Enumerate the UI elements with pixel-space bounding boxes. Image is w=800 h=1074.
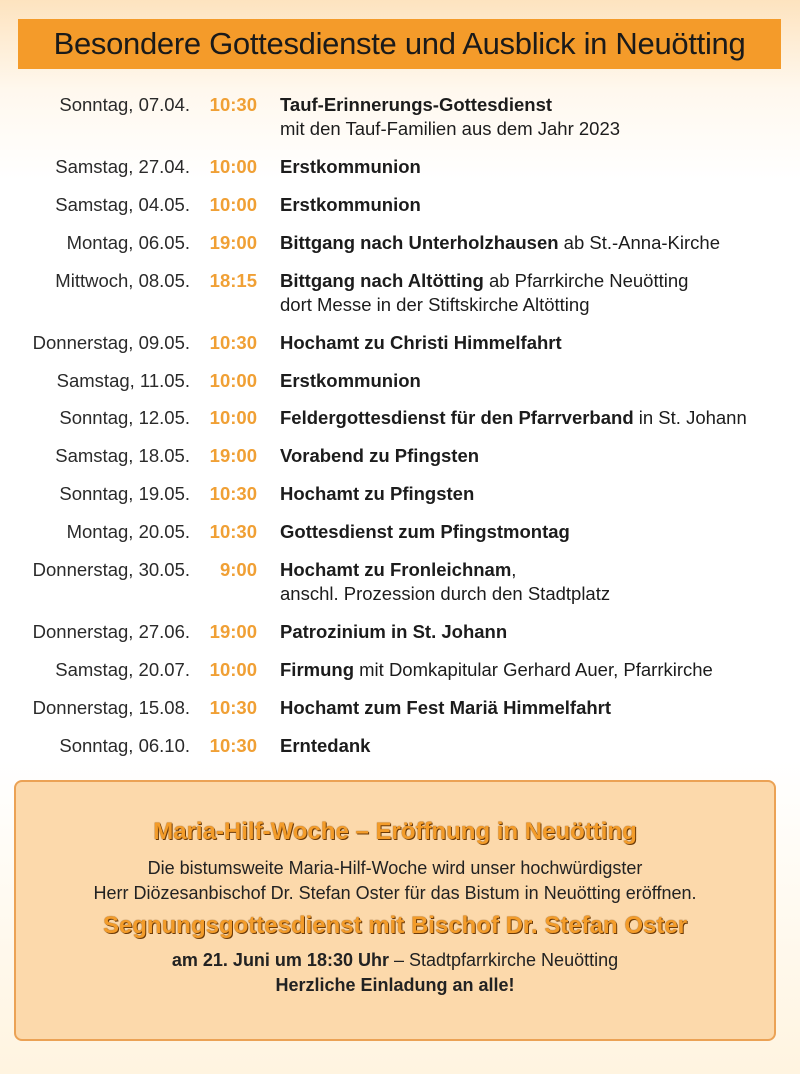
event-time: 19:00 — [209, 232, 257, 253]
event-time: 10:30 — [209, 332, 257, 353]
event-date: Sonntag, 07.04. — [59, 94, 190, 115]
event-time: 10:00 — [209, 407, 257, 428]
event-title: Erstkommunion — [280, 194, 421, 215]
event-subtext: anschl. Prozession durch den Stadtplatz — [280, 583, 611, 604]
event-time: 10:30 — [209, 521, 257, 542]
event-row — [0, 444, 800, 468]
announcement-text-line: Herr Diözesanbischof Dr. Stefan Oster für das Bistum in Neuötting eröffnen. — [93, 883, 697, 903]
event-suffix: mit Domkapitular Gerhard Auer, Pfarrkirche — [354, 659, 713, 680]
event-time: 10:30 — [209, 483, 257, 504]
event-subtext: dort Messe in der Stiftskirche Altötting — [280, 294, 590, 315]
event-row — [0, 331, 800, 355]
event-title: Erntedank — [280, 735, 371, 756]
event-date: Samstag, 27.04. — [55, 156, 190, 177]
event-date: Sonntag, 06.10. — [59, 735, 190, 756]
event-date: Samstag, 11.05. — [56, 370, 190, 391]
announcement-box — [14, 780, 776, 1041]
event-description — [280, 369, 421, 393]
event-row — [0, 269, 800, 317]
event-title: Patrozinium in St. Johann — [280, 621, 508, 642]
event-description — [280, 520, 570, 544]
event-row — [0, 696, 800, 720]
event-description — [280, 444, 479, 468]
event-time: 10:00 — [209, 156, 257, 177]
event-suffix: ab Pfarrkirche Neuötting — [483, 270, 689, 291]
header-banner — [18, 19, 781, 69]
event-title: Hochamt zu Fronleichnam — [280, 559, 512, 580]
event-title: Gottesdienst zum Pfingstmontag — [280, 521, 570, 542]
event-title: Bittgang nach Altötting — [280, 270, 484, 291]
event-row — [0, 406, 800, 430]
event-suffix: , — [511, 559, 517, 580]
event-row — [0, 658, 800, 682]
event-time: 18:15 — [209, 270, 257, 291]
event-row — [0, 558, 800, 606]
event-date: Sonntag, 19.05. — [59, 483, 190, 504]
event-time: 10:30 — [209, 735, 257, 756]
event-date: Montag, 20.05. — [66, 521, 190, 542]
event-date: Samstag, 18.05. — [55, 445, 190, 466]
event-date: Mittwoch, 08.05. — [55, 270, 190, 291]
event-suffix: in St. Johann — [633, 407, 747, 428]
event-row — [0, 231, 800, 255]
event-time: 19:00 — [209, 621, 257, 642]
event-date: Donnerstag, 27.06. — [32, 621, 190, 642]
event-title: Hochamt zu Pfingsten — [280, 483, 475, 504]
event-description — [280, 331, 562, 355]
event-description — [280, 269, 688, 317]
event-title: Hochamt zum Fest Mariä Himmelfahrt — [280, 697, 612, 718]
event-time: 10:00 — [209, 194, 257, 215]
event-title: Erstkommunion — [280, 370, 421, 391]
event-row — [0, 482, 800, 506]
event-title: Feldergottesdienst für den Pfarrverband — [280, 407, 634, 428]
page-title: Besondere Gottesdienste und Ausblick in Neuötting — [53, 26, 746, 61]
event-description — [280, 734, 370, 758]
event-description — [280, 658, 713, 682]
event-title: Tauf-Erinnerungs-Gottesdienst — [280, 94, 553, 115]
event-description — [280, 558, 610, 606]
event-description — [280, 193, 421, 217]
event-description — [280, 482, 474, 506]
event-row — [0, 734, 800, 758]
event-time: 10:00 — [209, 370, 257, 391]
event-description — [280, 406, 747, 430]
event-suffix: ab St.-Anna-Kirche — [558, 232, 720, 253]
announcement-subtitle: Segnungsgottesdienst mit Bischof Dr. Stefan Oster — [102, 912, 688, 939]
event-schedule — [0, 93, 800, 772]
event-time: 9:00 — [219, 559, 257, 580]
event-date: Donnerstag, 30.05. — [32, 559, 190, 580]
event-title: Hochamt zu Christi Himmelfahrt — [280, 332, 562, 353]
event-description — [280, 93, 620, 141]
event-description — [280, 696, 611, 720]
announcement-date-line — [16, 948, 774, 973]
event-row — [0, 193, 800, 217]
event-time: 19:00 — [209, 445, 257, 466]
event-date: Sonntag, 12.05. — [59, 407, 190, 428]
event-row — [0, 155, 800, 179]
event-description — [280, 620, 507, 644]
event-title: Firmung — [280, 659, 354, 680]
event-description — [280, 155, 421, 179]
announcement-invite: Herzliche Einladung an alle! — [275, 975, 515, 995]
event-date: Montag, 06.05. — [66, 232, 190, 253]
announcement-title: Maria-Hilf-Woche – Eröffnung in Neuötting — [153, 818, 637, 845]
event-row — [0, 620, 800, 644]
event-date: Samstag, 04.05. — [55, 194, 190, 215]
announcement-location: – Stadtpfarrkirche Neuötting — [388, 950, 619, 970]
event-row — [0, 93, 800, 141]
event-title: Vorabend zu Pfingsten — [280, 445, 480, 466]
event-description — [280, 231, 720, 255]
event-time: 10:30 — [209, 697, 257, 718]
event-date: Donnerstag, 15.08. — [32, 697, 190, 718]
event-date: Donnerstag, 09.05. — [32, 332, 190, 353]
event-time: 10:30 — [209, 94, 257, 115]
event-title: Erstkommunion — [280, 156, 421, 177]
announcement-text — [16, 856, 774, 906]
event-time: 10:00 — [209, 659, 257, 680]
event-row — [0, 369, 800, 393]
event-date: Samstag, 20.07. — [55, 659, 190, 680]
event-row — [0, 520, 800, 544]
announcement-date: am 21. Juni um 18:30 Uhr — [171, 950, 389, 970]
event-title: Bittgang nach Unterholzhausen — [280, 232, 559, 253]
announcement-text-line: Die bistumsweite Maria-Hilf-Woche wird unser hochwürdigster — [147, 858, 643, 878]
event-subtext: mit den Tauf-Familien aus dem Jahr 2023 — [280, 118, 621, 139]
